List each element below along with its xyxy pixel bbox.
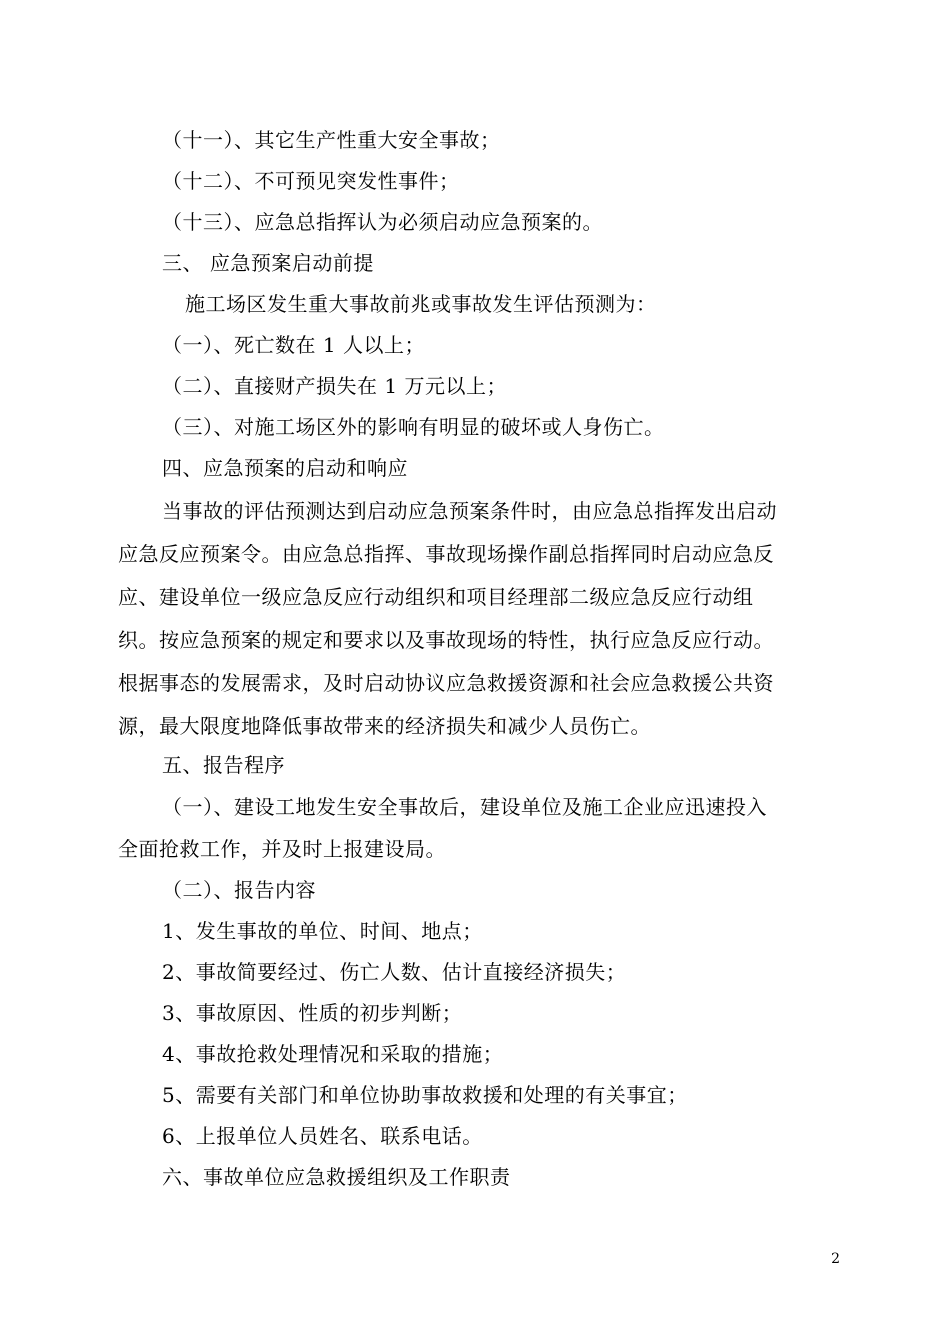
section-heading: 四、应急预案的启动和响应: [162, 456, 408, 480]
paragraph-line: 应、建设单位一级应急反应行动组织和项目经理部二级应急反应行动组: [118, 585, 754, 609]
list-item: （三）、对施工场区外的影响有明显的破坏或人身伤亡。: [162, 415, 665, 439]
section-heading: 六、事故单位应急救援组织及工作职责: [162, 1165, 511, 1189]
text-line: （十三）、应急总指挥认为必须启动应急预案的。: [162, 210, 603, 234]
list-item: 4、事故抢救处理情况和采取的措施；: [162, 1042, 504, 1066]
list-item: （二）、直接财产损失在 1 万元以上；: [162, 374, 507, 398]
paragraph-line: （一）、建设工地发生安全事故后，建设单位及施工企业应迅速投入: [162, 795, 767, 819]
text-line: 施工场区发生重大事故前兆或事故发生评估预测为：: [185, 292, 657, 316]
section-heading: 五、报告程序: [162, 753, 285, 777]
paragraph-line: 全面抢救工作，并及时上报建设局。: [118, 837, 446, 861]
page-number: 2: [831, 1251, 840, 1267]
text-line: （十一）、其它生产性重大安全事故；: [162, 128, 501, 152]
text-line: （十二）、不可预见突发性事件；: [162, 169, 460, 193]
section-heading: 三、 应急预案启动前提: [162, 251, 374, 275]
paragraph-line: 源，最大限度地降低事故带来的经济损失和减少人员伤亡。: [118, 714, 651, 738]
list-item: 5、需要有关部门和单位协助事故救援和处理的有关事宜；: [162, 1083, 688, 1107]
paragraph-line: 根据事态的发展需求，及时启动协议应急救援资源和社会应急救援公共资: [118, 671, 774, 695]
list-item: 2、事故简要经过、伤亡人数、估计直接经济损失；: [162, 960, 627, 984]
paragraph-line: 当事故的评估预测达到启动应急预案条件时，由应急总指挥发出启动: [162, 499, 777, 523]
subsection-heading: （二）、报告内容: [162, 878, 316, 902]
list-item: 6、上报单位人员姓名、联系电话。: [162, 1124, 483, 1148]
list-item: （一）、死亡数在 1 人以上；: [162, 333, 425, 357]
list-item: 3、事故原因、性质的初步判断；: [162, 1001, 463, 1025]
paragraph-line: 织。按应急预案的规定和要求以及事故现场的特性，执行应急反应行动。: [118, 628, 774, 652]
paragraph-line: 应急反应预案令。由应急总指挥、事故现场操作副总指挥同时启动应急反: [118, 542, 774, 566]
list-item: 1、发生事故的单位、时间、地点；: [162, 919, 483, 943]
